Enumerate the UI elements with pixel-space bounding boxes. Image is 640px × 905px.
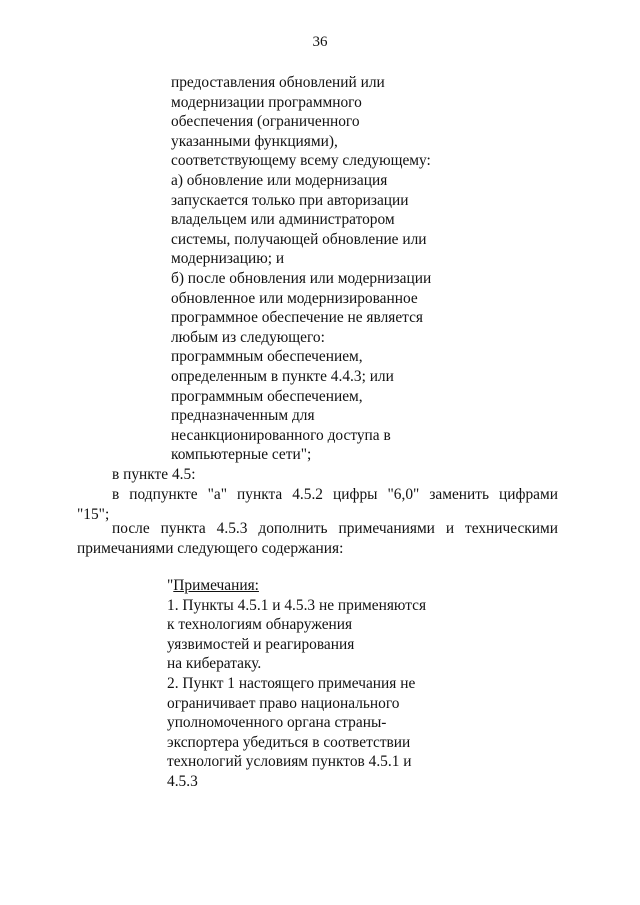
text-line: программным обеспечением, — [171, 348, 363, 366]
text-line: запускается только при авторизации — [171, 191, 409, 209]
amendment-paragraph-4-5: в пункте 4.5: — [112, 466, 196, 483]
note-line: к технологиям обнаружения — [167, 616, 353, 634]
text-line: б) после обновления или модернизации — [171, 269, 432, 287]
paragraph-line: в подпункте "а" пункта 4.5.2 цифры "6,0" заменить цифрами — [112, 486, 558, 503]
text-line: компьютерные сети"; — [171, 446, 312, 464]
indented-text-block — [171, 73, 471, 465]
text-line: системы, получающей обновление или — [171, 230, 427, 248]
text-line: модернизации программного — [171, 93, 362, 111]
text-line: программным обеспечением, — [171, 387, 363, 405]
text-line: обеспечения (ограниченного — [171, 113, 360, 131]
text-line: а) обновление или модернизация — [171, 171, 388, 189]
notes-heading: Примечания: — [173, 577, 259, 594]
note-line: уполномоченного органа страны- — [167, 714, 387, 732]
note-line: 1. Пункты 4.5.1 и 4.5.3 не применяются — [167, 596, 427, 614]
note-line: экспортера убедиться в соответствии — [167, 733, 411, 751]
text-line: определенным в пункте 4.4.3; или — [171, 367, 394, 385]
note-line: уязвимостей и реагирования — [167, 635, 355, 653]
note-line: 2. Пункт 1 настоящего примечания не — [167, 674, 416, 692]
text-line: владельцем или администратором — [171, 211, 395, 229]
text-line: программное обеспечение не является — [171, 309, 423, 327]
page-number: 36 — [312, 34, 328, 50]
paragraph-line: примечаниями следующего содержания: — [77, 540, 344, 557]
note-line: 4.5.3 — [167, 772, 198, 790]
paragraph-line: после пункта 4.5.3 дополнить примечаниями и техническими — [112, 520, 558, 537]
notes-heading-line — [167, 576, 467, 596]
note-line: технологий условиям пунктов 4.5.1 и — [167, 753, 412, 771]
opening-quote: " — [167, 577, 174, 594]
note-line: ограничивает право национального — [167, 694, 400, 712]
notes-block — [167, 576, 467, 792]
text-line: указанными функциями), — [171, 132, 338, 150]
text-line: обновленное или модернизированное — [171, 289, 418, 307]
note-line: на кибератаку. — [167, 655, 262, 673]
text-line: несанкционированного доступа в — [171, 426, 391, 444]
text-line: любым из следующего: — [171, 328, 325, 346]
text-line: предоставления обновлений или — [171, 74, 385, 91]
text-line: предназначенным для — [171, 407, 315, 425]
paragraph-line: "15"; — [77, 506, 110, 523]
text-line: соответствующему всему следующему: — [171, 152, 431, 170]
text-line: модернизацию; и — [171, 250, 285, 268]
